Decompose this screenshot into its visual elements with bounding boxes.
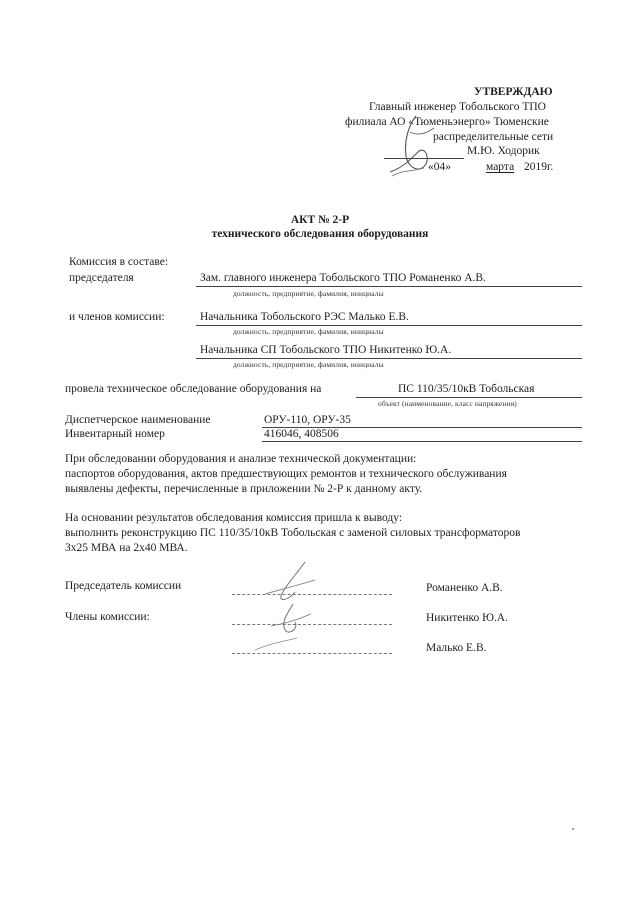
commission-intro: Комиссия в составе: [69,256,169,268]
approval-title: УТВЕРЖДАЮ [474,86,553,98]
analysis-line3: выявлены дефекты, перечисленные в приложении № 2-Р к данному акту. [65,483,423,495]
chair-hint: должность, предприятие, фамилия, инициалы [233,289,384,298]
analysis-line2: паспортов оборудования, актов предшествующих ремонтов и технического обслуживания [65,468,507,480]
member1-value: Начальника Тобольского РЭС Малько Е.В. [200,311,409,323]
approval-signer: М.Ю. Ходорик [467,145,540,157]
conclusion-line2: выполнить реконструкцию ПС 110/35/10кВ Тобольская с заменой силовых трансформаторов [65,527,521,539]
approval-date-month: марта [486,161,515,173]
act-title: АКТ № 2-Р [290,214,350,226]
approval-line3: распределительные сети [433,131,554,143]
approval-signature-image [380,112,450,182]
sign-chair-name: Романенко А.В. [426,582,503,594]
member2-value: Начальника СП Тобольского ТПО Никитенко Ю.А. [200,344,452,356]
member2-underline [196,358,582,359]
member1-underline [196,325,582,326]
approval-date-day: «04» [428,161,451,173]
chair-label: председателя [69,272,134,284]
analysis-line1: При обследовании оборудования и анализе технической документации: [65,453,417,465]
member2-hint: должность, предприятие, фамилия, инициалы [233,360,384,369]
conclusion-line1: На основании результатов обследования комиссия пришла к выводу: [65,512,403,524]
approval-line1: Главный инженер Тобольского ТПО [369,101,546,113]
sign-member2-name: Малько Е.В. [426,642,487,654]
dispatch-label: Диспетчерское наименование [65,414,211,426]
member1-hint: должность, предприятие, фамилия, инициалы [233,327,384,336]
commission-signatures-image [245,556,335,656]
dispatch-value: ОРУ-110, ОРУ-35 [264,414,351,426]
sign-chair-label: Председатель комиссии [65,580,182,592]
chair-underline [196,286,582,287]
inventory-underline [262,441,582,442]
members-label: и членов комиссии: [69,311,165,323]
inspection-text: провела техническое обследование оборудования на [65,383,322,395]
approval-line2: филиала АО «Тюменьэнерго» Тюменские [345,116,549,128]
inventory-value: 416046, 408506 [264,428,339,440]
inspection-object-hint: объект (наименование, класс напряжения) [378,399,517,408]
act-subtitle: технического обследования оборудования [211,228,429,240]
scan-speck [572,828,574,830]
inspection-object-underline [356,397,582,398]
sign-members-label: Члены комиссии: [65,611,150,623]
sign-member1-name: Никитенко Ю.А. [426,612,508,624]
approval-date-year: 2019г. [524,161,554,173]
inspection-object: ПС 110/35/10кВ Тобольская [398,383,535,395]
conclusion-line3: 3х25 МВА на 2х40 МВА. [65,542,188,554]
inventory-label: Инвентарный номер [65,428,165,440]
chair-value: Зам. главного инженера Тобольского ТПО Романенко А.В. [200,272,486,284]
